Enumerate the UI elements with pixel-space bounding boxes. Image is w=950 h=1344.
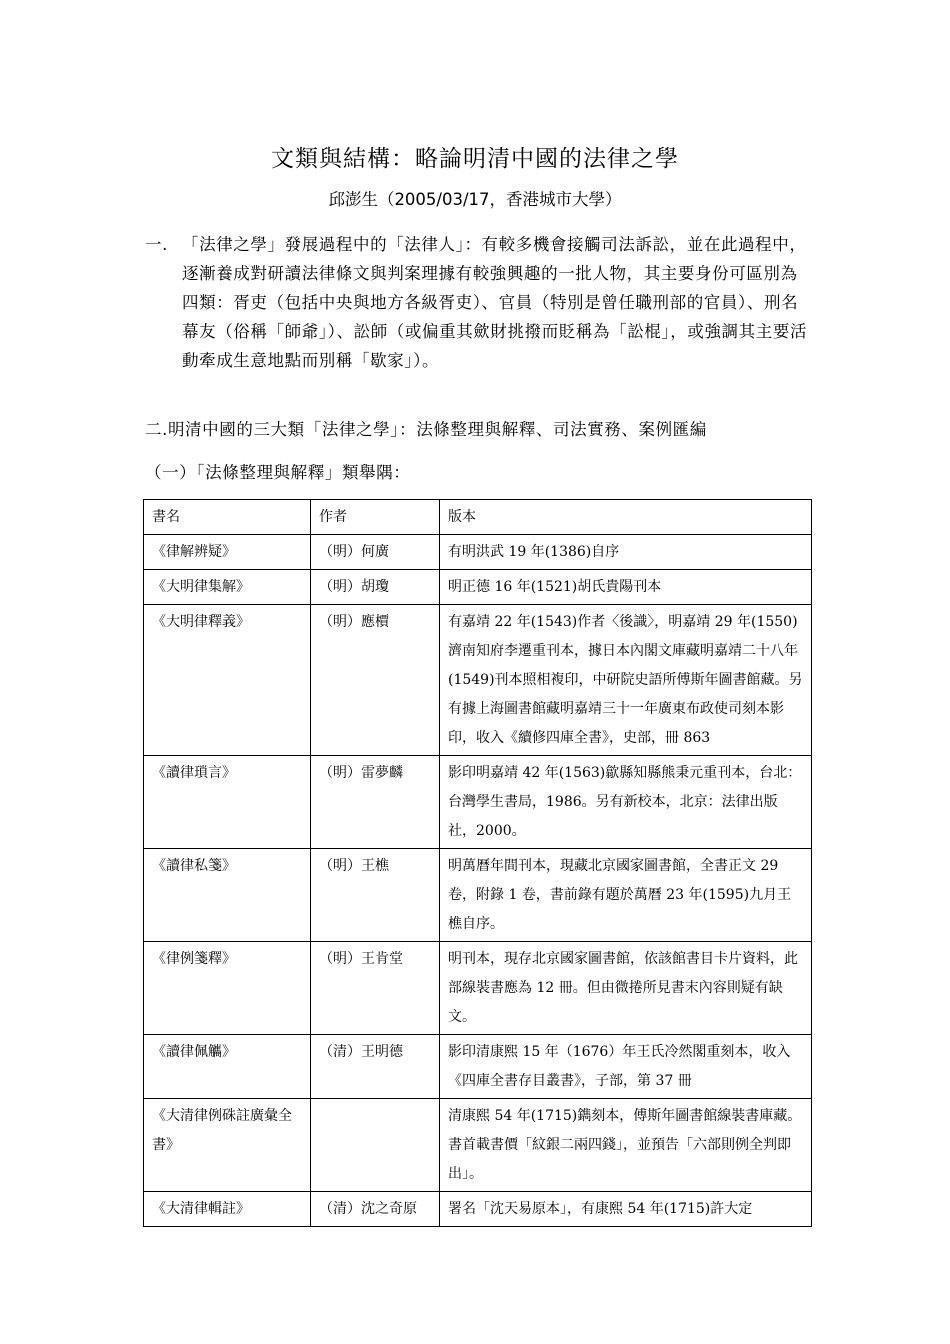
cell-title: 《讀律佩觿》	[144, 1035, 311, 1099]
cell-title: 《大明律釋義》	[144, 605, 311, 756]
cell-edition: 明萬曆年間刊本，現藏北京國家圖書館，全書正文 29 卷，附錄 1 卷，書前錄有題於萬曆 23 年(1595)九月王樵自序。	[440, 849, 812, 942]
cell-title: 《大清律輯註》	[144, 1192, 311, 1227]
author-line: 邱澎生（2005/03/17，香港城市大學）	[328, 190, 622, 209]
header-author: 作者	[311, 500, 440, 535]
cell-title: 《律解辨疑》	[144, 535, 311, 570]
table-row	[144, 535, 812, 570]
books-table	[143, 499, 812, 1227]
page-title: 文類與結構：略論明清中國的法律之學	[271, 146, 679, 172]
cell-title: 《大清律例硃註廣彙全書》	[144, 1099, 311, 1192]
section-1-number: 一.	[145, 235, 168, 254]
cell-edition: 清康熙 54 年(1715)鐫刻本，傅斯年圖書館線裝書庫藏。書首載書價「紋銀二兩四錢」，並預告「六部則例全判即出」。	[440, 1099, 812, 1192]
cell-title: 《讀律私箋》	[144, 849, 311, 942]
cell-title: 《大明律集解》	[144, 570, 311, 605]
cell-author: （清）沈之奇原	[311, 1192, 440, 1227]
section-1	[145, 230, 810, 375]
section-1-text: 「法律之學」發展過程中的「法律人」：有較多機會接觸司法訴訟，並在此過程中，逐漸養成對研讀法律條文與判案理據有較強興趣的一批人物，其主要身份可區別為四類：胥吏（包括中央與地方各級胥吏）、官員（特別是曾任職刑部的官員）、刑名幕友（俗稱「師爺」）、訟師（或偏重其歛財挑撥而貶稱為「訟棍」，或強調其主要活動牽成生意地點而別稱「歇家」）。	[182, 235, 808, 370]
cell-edition: 署名「沈天易原本」，有康熙 54 年(1715)許大定	[440, 1192, 812, 1227]
cell-edition: 影印明嘉靖 42 年(1563)歙縣知縣熊秉元重刊本，台北：台灣學生書局，1986。另有新校本，北京：法律出版社，2000。	[440, 756, 812, 849]
table-row	[144, 756, 812, 849]
cell-author: （明）王樵	[311, 849, 440, 942]
table-row	[144, 849, 812, 942]
cell-author: （明）雷夢麟	[311, 756, 440, 849]
table-row	[144, 570, 812, 605]
header-edition: 版本	[440, 500, 812, 535]
table-row	[144, 605, 812, 756]
section-2-heading: 二.明清中國的三大類「法律之學」：法條整理與解釋、司法實務、案例匯編	[145, 420, 707, 439]
table-row	[144, 942, 812, 1035]
table-header-row	[144, 500, 812, 535]
cell-author: （清）王明德	[311, 1035, 440, 1099]
cell-author: （明）何廣	[311, 535, 440, 570]
table-row	[144, 1035, 812, 1099]
cell-title: 《讀律瑣言》	[144, 756, 311, 849]
header-title: 書名	[144, 500, 311, 535]
cell-edition: 有嘉靖 22 年(1543)作者〈後識〉，明嘉靖 29 年(1550)濟南知府李遷重刊本，據日本內閣文庫藏明嘉靖二十八年(1549)刊本照相複印，中研院史語所傅斯年圖書館藏。另有據上海圖書館藏明嘉靖三十一年廣東布政使司刻本影印，收入《續修四庫全書》，史部，冊 863	[440, 605, 812, 756]
cell-edition: 明正德 16 年(1521)胡氏貴陽刊本	[440, 570, 812, 605]
cell-author: （明）胡瓊	[311, 570, 440, 605]
table-row	[144, 1192, 812, 1227]
cell-edition: 影印清康熙 15 年（1676）年王氏冷然閣重刻本，收入《四庫全書存目叢書》，子部，第 37 冊	[440, 1035, 812, 1099]
cell-edition: 有明洪武 19 年(1386)自序	[440, 535, 812, 570]
cell-author: （明）王肯堂	[311, 942, 440, 1035]
subsection-1-heading: （一）「法條整理與解釋」類舉隅：	[145, 463, 411, 482]
cell-author	[311, 1099, 440, 1192]
cell-edition: 明刊本，現存北京國家圖書館，依該館書目卡片資料，此部線裝書應為 12 冊。但由微捲所見書末內容則疑有缺文。	[440, 942, 812, 1035]
table-row	[144, 1099, 812, 1192]
cell-title: 《律例箋釋》	[144, 942, 311, 1035]
cell-author: （明）應檟	[311, 605, 440, 756]
